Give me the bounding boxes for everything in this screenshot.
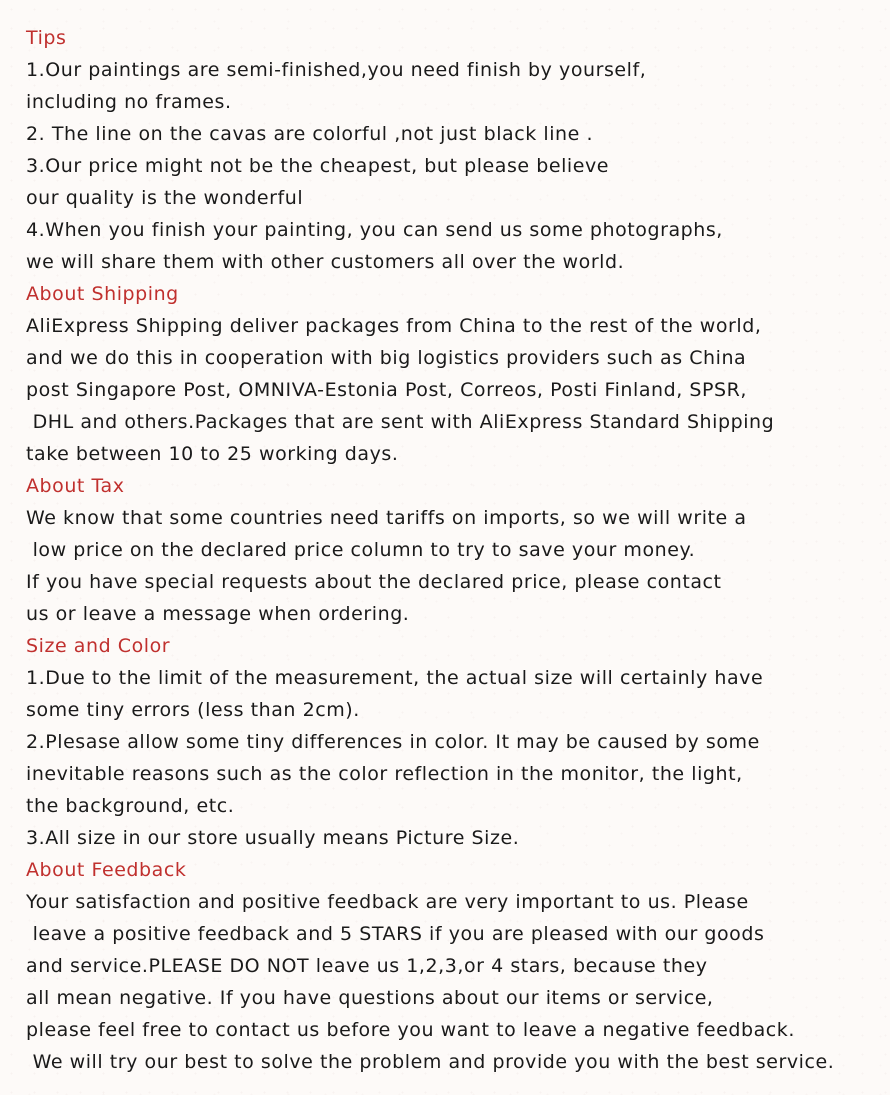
section-about-feedback bbox=[26, 854, 886, 1078]
text-line: all mean negative. If you have questions about our items or service, bbox=[26, 987, 714, 1009]
text-line: low price on the declared price column to try to save your money. bbox=[26, 539, 696, 561]
text-line: leave a positive feedback and 5 STARS if you are pleased with our goods bbox=[26, 923, 765, 945]
section-size-and-color bbox=[26, 630, 886, 854]
section-heading: About Feedback bbox=[26, 859, 187, 881]
text-line: please feel free to contact us before you want to leave a negative feedback. bbox=[26, 1019, 795, 1041]
policy-document bbox=[26, 22, 886, 1078]
text-line: 2. The line on the cavas are colorful ,not just black line . bbox=[26, 123, 594, 145]
text-line: We know that some countries need tariffs on imports, so we will write a bbox=[26, 507, 747, 529]
section-heading: Size and Color bbox=[26, 635, 171, 657]
text-line: post Singapore Post, OMNIVA-Estonia Post, Correos, Posti Finland, SPSR, bbox=[26, 379, 747, 401]
text-line: and service.PLEASE DO NOT leave us 1,2,3,or 4 stars, because they bbox=[26, 955, 708, 977]
text-line: 2.Plesase allow some tiny differences in color. It may be caused by some bbox=[26, 731, 760, 753]
text-line: the background, etc. bbox=[26, 795, 235, 817]
section-about-tax bbox=[26, 470, 886, 630]
text-line: we will share them with other customers all over the world. bbox=[26, 251, 625, 273]
text-line: We will try our best to solve the problem and provide you with the best service. bbox=[26, 1051, 835, 1073]
text-line: AliExpress Shipping deliver packages from China to the rest of the world, bbox=[26, 315, 762, 337]
text-line: If you have special requests about the declared price, please contact bbox=[26, 571, 722, 593]
text-line: Your satisfaction and positive feedback are very important to us. Please bbox=[26, 891, 749, 913]
text-line: 1.Due to the limit of the measurement, the actual size will certainly have bbox=[26, 667, 764, 689]
text-line: and we do this in cooperation with big logistics providers such as China bbox=[26, 347, 747, 369]
text-line: 3.All size in our store usually means Picture Size. bbox=[26, 827, 520, 849]
text-line: some tiny errors (less than 2cm). bbox=[26, 699, 360, 721]
text-line: us or leave a message when ordering. bbox=[26, 603, 410, 625]
section-heading: About Shipping bbox=[26, 283, 179, 305]
text-line: 3.Our price might not be the cheapest, but please believe bbox=[26, 155, 610, 177]
text-line: 1.Our paintings are semi-finished,you need finish by yourself, bbox=[26, 59, 647, 81]
section-about-shipping bbox=[26, 278, 886, 470]
section-heading: About Tax bbox=[26, 475, 125, 497]
text-line: inevitable reasons such as the color reflection in the monitor, the light, bbox=[26, 763, 743, 785]
section-heading: Tips bbox=[26, 27, 67, 49]
section-tips bbox=[26, 22, 886, 278]
text-line: take between 10 to 25 working days. bbox=[26, 443, 399, 465]
text-line: our quality is the wonderful bbox=[26, 187, 304, 209]
text-line: DHL and others.Packages that are sent with AliExpress Standard Shipping bbox=[26, 411, 775, 433]
text-line: including no frames. bbox=[26, 91, 232, 113]
text-line: 4.When you finish your painting, you can send us some photographs, bbox=[26, 219, 723, 241]
